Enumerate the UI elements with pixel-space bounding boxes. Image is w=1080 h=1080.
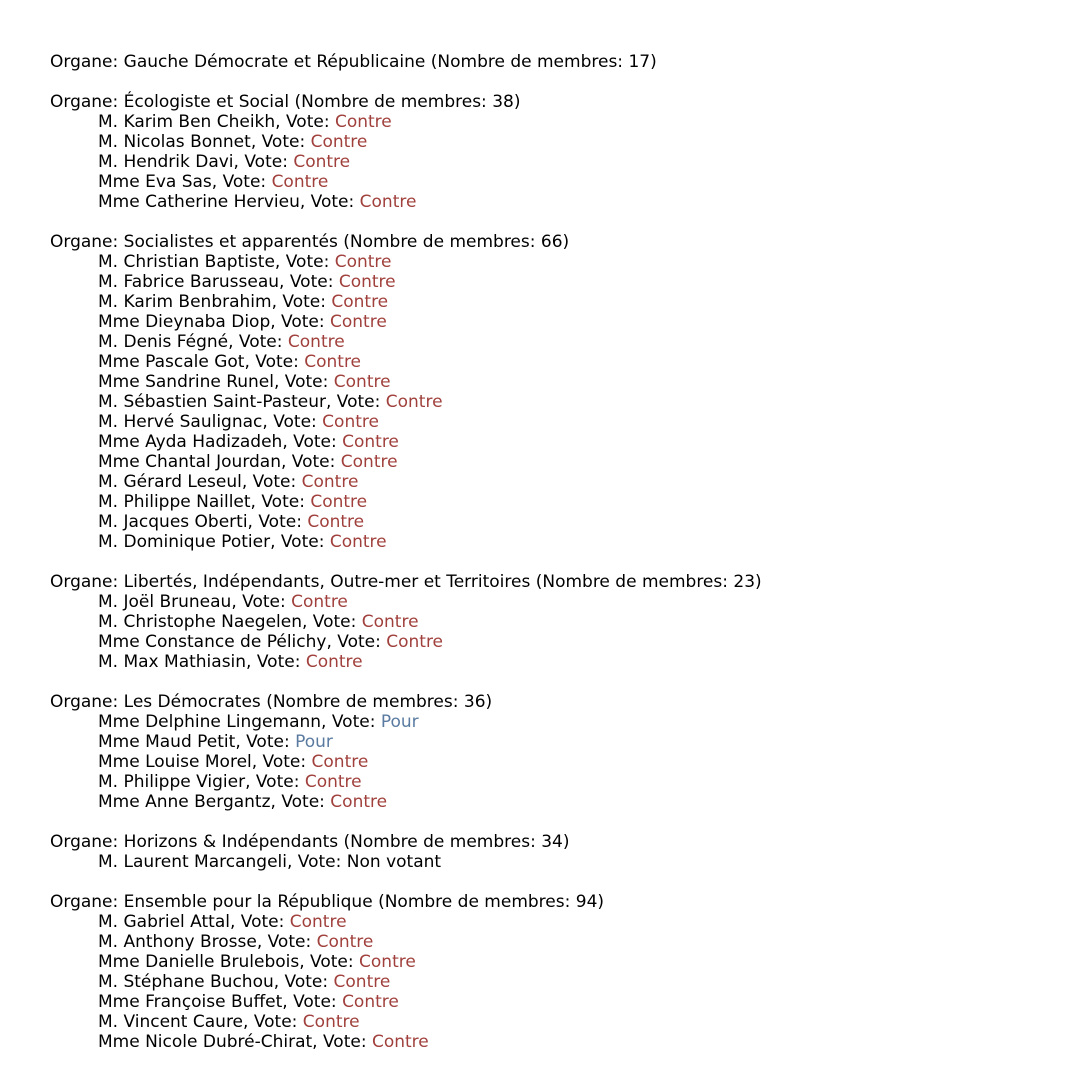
vote-value: Contre: [311, 752, 369, 772]
organe-name: Écologiste et Social: [123, 92, 290, 112]
member-row: [50, 472, 1060, 492]
member-row: [50, 852, 1060, 872]
vote-value: Contre: [293, 152, 351, 172]
organe-heading: [50, 892, 1060, 912]
vote-value: Contre: [333, 972, 391, 992]
member-name: M. Max Mathiasin: [98, 652, 247, 672]
vote-value: Contre: [342, 432, 399, 452]
vote-label: , Vote:: [301, 612, 362, 632]
member-row: [50, 492, 1060, 512]
organe-group: [50, 232, 1060, 552]
member-name: M. Karim Benbrahim: [98, 292, 272, 312]
vote-label: , Vote:: [299, 192, 360, 212]
member-name: M. Nicolas Bonnet: [98, 132, 251, 152]
organe-heading: [50, 832, 1060, 852]
vote-label: , Vote:: [321, 712, 381, 732]
member-row: [50, 912, 1060, 932]
vote-label: , Vote:: [282, 992, 343, 1012]
member-name: M. Karim Ben Cheikh: [98, 112, 276, 132]
vote-label: , Vote:: [270, 792, 331, 812]
member-row: [50, 1012, 1060, 1032]
member-count: 23: [733, 572, 756, 592]
member-name: Mme Ayda Hadizadeh: [98, 432, 283, 452]
organe-name: Libertés, Indépendants, Outre-mer et Territoires: [123, 572, 531, 592]
member-count-close: ): [513, 92, 521, 112]
vote-label: , Vote:: [262, 412, 323, 432]
vote-value: Contre: [287, 332, 345, 352]
member-row: [50, 252, 1060, 272]
vote-value: Pour: [380, 712, 419, 732]
organe-group: [50, 832, 1060, 872]
vote-value: Contre: [334, 252, 392, 272]
member-row: [50, 312, 1060, 332]
organe-heading: [50, 232, 1060, 252]
vote-label: , Vote:: [231, 592, 292, 612]
vote-value: Contre: [307, 512, 365, 532]
vote-value: Contre: [331, 292, 389, 312]
member-row: [50, 632, 1060, 652]
organe-heading: [50, 52, 1060, 72]
member-count-close: ): [597, 892, 605, 912]
vote-label: , Vote:: [273, 972, 334, 992]
vote-value: Contre: [304, 352, 362, 372]
organe-name: Gauche Démocrate et Républicaine: [123, 52, 426, 72]
vote-label: , Vote:: [228, 332, 288, 352]
vote-label: , Vote:: [235, 732, 296, 752]
vote-label: , Vote:: [229, 912, 290, 932]
organe-heading: [50, 692, 1060, 712]
vote-label: , Vote:: [325, 392, 386, 412]
vote-label: , Vote:: [247, 512, 308, 532]
vote-label: , Vote:: [250, 132, 311, 152]
member-row: [50, 1032, 1060, 1052]
member-row: [50, 772, 1060, 792]
member-name: Mme Delphine Lingemann: [98, 712, 322, 732]
member-name: M. Jacques Oberti: [98, 512, 248, 532]
member-name: M. Gabriel Attal: [98, 912, 230, 932]
member-name: Mme Sandrine Runel: [98, 372, 274, 392]
organe-group: [50, 572, 1060, 672]
vote-label: , Vote:: [275, 112, 335, 132]
vote-label: , Vote:: [256, 932, 317, 952]
member-count-close: ): [485, 692, 493, 712]
vote-value: Contre: [329, 532, 387, 552]
member-count: 34: [541, 832, 563, 852]
vote-value: Contre: [304, 772, 362, 792]
member-count-label: (Nombre de membres:: [530, 572, 734, 592]
vote-value: Contre: [316, 932, 374, 952]
member-count-close: ): [562, 832, 570, 852]
member-row: [50, 152, 1060, 172]
vote-value: Contre: [289, 912, 347, 932]
member-count-label: (Nombre de membres:: [338, 832, 542, 852]
vote-document: [50, 52, 1060, 1072]
member-name: M. Philippe Vigier: [98, 772, 246, 792]
member-name: M. Stéphane Buchou: [98, 972, 274, 992]
vote-value: Contre: [271, 172, 329, 192]
vote-label: , Vote:: [299, 952, 360, 972]
vote-value: Contre: [302, 1012, 360, 1032]
member-count-close: ): [755, 572, 762, 592]
vote-label: , Vote:: [241, 472, 302, 492]
vote-label: , Vote:: [279, 272, 339, 292]
vote-value: Contre: [371, 1032, 429, 1052]
member-row: [50, 392, 1060, 412]
member-count: 38: [492, 92, 514, 112]
organe-heading: [50, 572, 1060, 592]
vote-label: , Vote:: [326, 632, 387, 652]
member-name: M. Dominique Potier: [98, 532, 271, 552]
member-name: M. Laurent Marcangeli: [98, 852, 287, 872]
vote-value: Contre: [340, 452, 398, 472]
vote-label: , Vote:: [233, 152, 294, 172]
member-name: Mme Louise Morel: [98, 752, 252, 772]
member-row: [50, 532, 1060, 552]
vote-value: Contre: [310, 132, 368, 152]
member-row: [50, 972, 1060, 992]
organe-group: [50, 692, 1060, 812]
vote-label: , Vote:: [244, 352, 305, 372]
vote-label: , Vote:: [282, 432, 343, 452]
member-row: [50, 172, 1060, 192]
organe-label: Organe:: [50, 892, 124, 912]
member-name: M. Christophe Naegelen: [98, 612, 302, 632]
organe-name: Socialistes et apparentés: [123, 232, 338, 252]
member-row: [50, 652, 1060, 672]
member-name: Mme Françoise Buffet: [98, 992, 283, 1012]
member-name: Mme Nicole Dubré-Chirat: [98, 1032, 313, 1052]
member-row: [50, 432, 1060, 452]
organe-name: Ensemble pour la République: [123, 892, 373, 912]
vote-value: Non votant: [346, 852, 442, 872]
organe-label: Organe:: [50, 92, 124, 112]
member-count: 94: [575, 892, 598, 912]
member-row: [50, 412, 1060, 432]
member-name: Mme Dieynaba Diop: [98, 312, 271, 332]
member-name: M. Vincent Caure: [98, 1012, 244, 1032]
vote-value: Contre: [301, 472, 359, 492]
vote-label: , Vote:: [274, 252, 335, 272]
organe-label: Organe:: [50, 52, 124, 72]
organe-label: Organe:: [50, 232, 124, 252]
member-row: [50, 332, 1060, 352]
member-row: [50, 192, 1060, 212]
vote-value: Contre: [385, 392, 443, 412]
vote-label: , Vote:: [211, 172, 272, 192]
member-count-label: (Nombre de membres:: [425, 52, 629, 72]
member-name: M. Fabrice Barusseau: [98, 272, 280, 292]
vote-value: Contre: [338, 272, 396, 292]
vote-label: , Vote:: [271, 292, 332, 312]
member-name: Mme Chantal Jourdan: [98, 452, 281, 472]
organe-group: [50, 892, 1060, 1052]
member-name: M. Gérard Leseul: [98, 472, 242, 492]
member-row: [50, 372, 1060, 392]
member-count-label: (Nombre de membres:: [337, 232, 541, 252]
member-count-close: ): [650, 52, 657, 72]
member-row: [50, 712, 1060, 732]
member-row: [50, 952, 1060, 972]
vote-label: , Vote:: [250, 492, 311, 512]
member-row: [50, 992, 1060, 1012]
vote-label: , Vote:: [274, 372, 334, 392]
member-row: [50, 132, 1060, 152]
member-name: Mme Catherine Hervieu: [98, 192, 300, 212]
organe-group: [50, 92, 1060, 212]
member-name: M. Christian Baptiste: [98, 252, 275, 272]
member-row: [50, 452, 1060, 472]
member-count-label: (Nombre de membres:: [289, 92, 493, 112]
member-name: M. Denis Fégné: [98, 332, 229, 352]
member-row: [50, 112, 1060, 132]
vote-value: Contre: [359, 192, 417, 212]
member-name: Mme Constance de Pélichy: [98, 632, 327, 652]
vote-label: , Vote:: [270, 532, 330, 552]
vote-label: , Vote:: [251, 752, 312, 772]
vote-value: Contre: [291, 592, 348, 612]
member-name: M. Hendrik Davi: [98, 152, 234, 172]
member-count: 36: [463, 692, 486, 712]
member-name: Mme Anne Bergantz: [98, 792, 271, 812]
member-row: [50, 792, 1060, 812]
vote-label: , Vote:: [246, 652, 306, 672]
member-name: Mme Eva Sas: [98, 172, 212, 192]
vote-label: , Vote:: [270, 312, 331, 332]
vote-value: Contre: [310, 492, 368, 512]
member-name: M. Hervé Saulignac: [98, 412, 263, 432]
vote-label: , Vote:: [287, 852, 347, 872]
vote-value: Contre: [322, 412, 379, 432]
member-row: [50, 292, 1060, 312]
vote-label: , Vote:: [245, 772, 305, 792]
vote-label: , Vote:: [312, 1032, 372, 1052]
vote-value: Contre: [333, 372, 391, 392]
member-name: Mme Pascale Got: [98, 352, 245, 372]
member-row: [50, 512, 1060, 532]
member-row: [50, 272, 1060, 292]
vote-value: Contre: [361, 612, 419, 632]
organe-name: Horizons & Indépendants: [123, 832, 339, 852]
member-row: [50, 752, 1060, 772]
member-row: [50, 932, 1060, 952]
vote-label: , Vote:: [281, 452, 341, 472]
organe-label: Organe:: [50, 832, 124, 852]
vote-value: Contre: [342, 992, 399, 1012]
vote-value: Contre: [386, 632, 444, 652]
member-row: [50, 612, 1060, 632]
vote-value: Contre: [330, 792, 388, 812]
member-count: 17: [628, 52, 651, 72]
organe-label: Organe:: [50, 692, 124, 712]
organe-label: Organe:: [50, 572, 124, 592]
member-name: M. Sébastien Saint-Pasteur: [98, 392, 326, 412]
member-name: M. Joël Bruneau: [98, 592, 232, 612]
member-name: Mme Maud Petit: [98, 732, 236, 752]
vote-label: , Vote:: [243, 1012, 303, 1032]
member-row: [50, 732, 1060, 752]
member-name: M. Anthony Brosse: [98, 932, 257, 952]
organe-name: Les Démocrates: [123, 692, 261, 712]
member-name: Mme Danielle Brulebois: [98, 952, 300, 972]
member-count-label: (Nombre de membres:: [260, 692, 464, 712]
vote-value: Contre: [330, 312, 387, 332]
member-row: [50, 592, 1060, 612]
organe-heading: [50, 92, 1060, 112]
vote-value: Contre: [359, 952, 416, 972]
vote-value: Contre: [334, 112, 392, 132]
member-count: 66: [540, 232, 563, 252]
organe-group: [50, 52, 1060, 72]
member-row: [50, 352, 1060, 372]
member-count-close: ): [562, 232, 570, 252]
vote-value: Contre: [305, 652, 363, 672]
member-name: M. Philippe Naillet: [98, 492, 251, 512]
vote-value: Pour: [295, 732, 333, 752]
member-count-label: (Nombre de membres:: [372, 892, 576, 912]
